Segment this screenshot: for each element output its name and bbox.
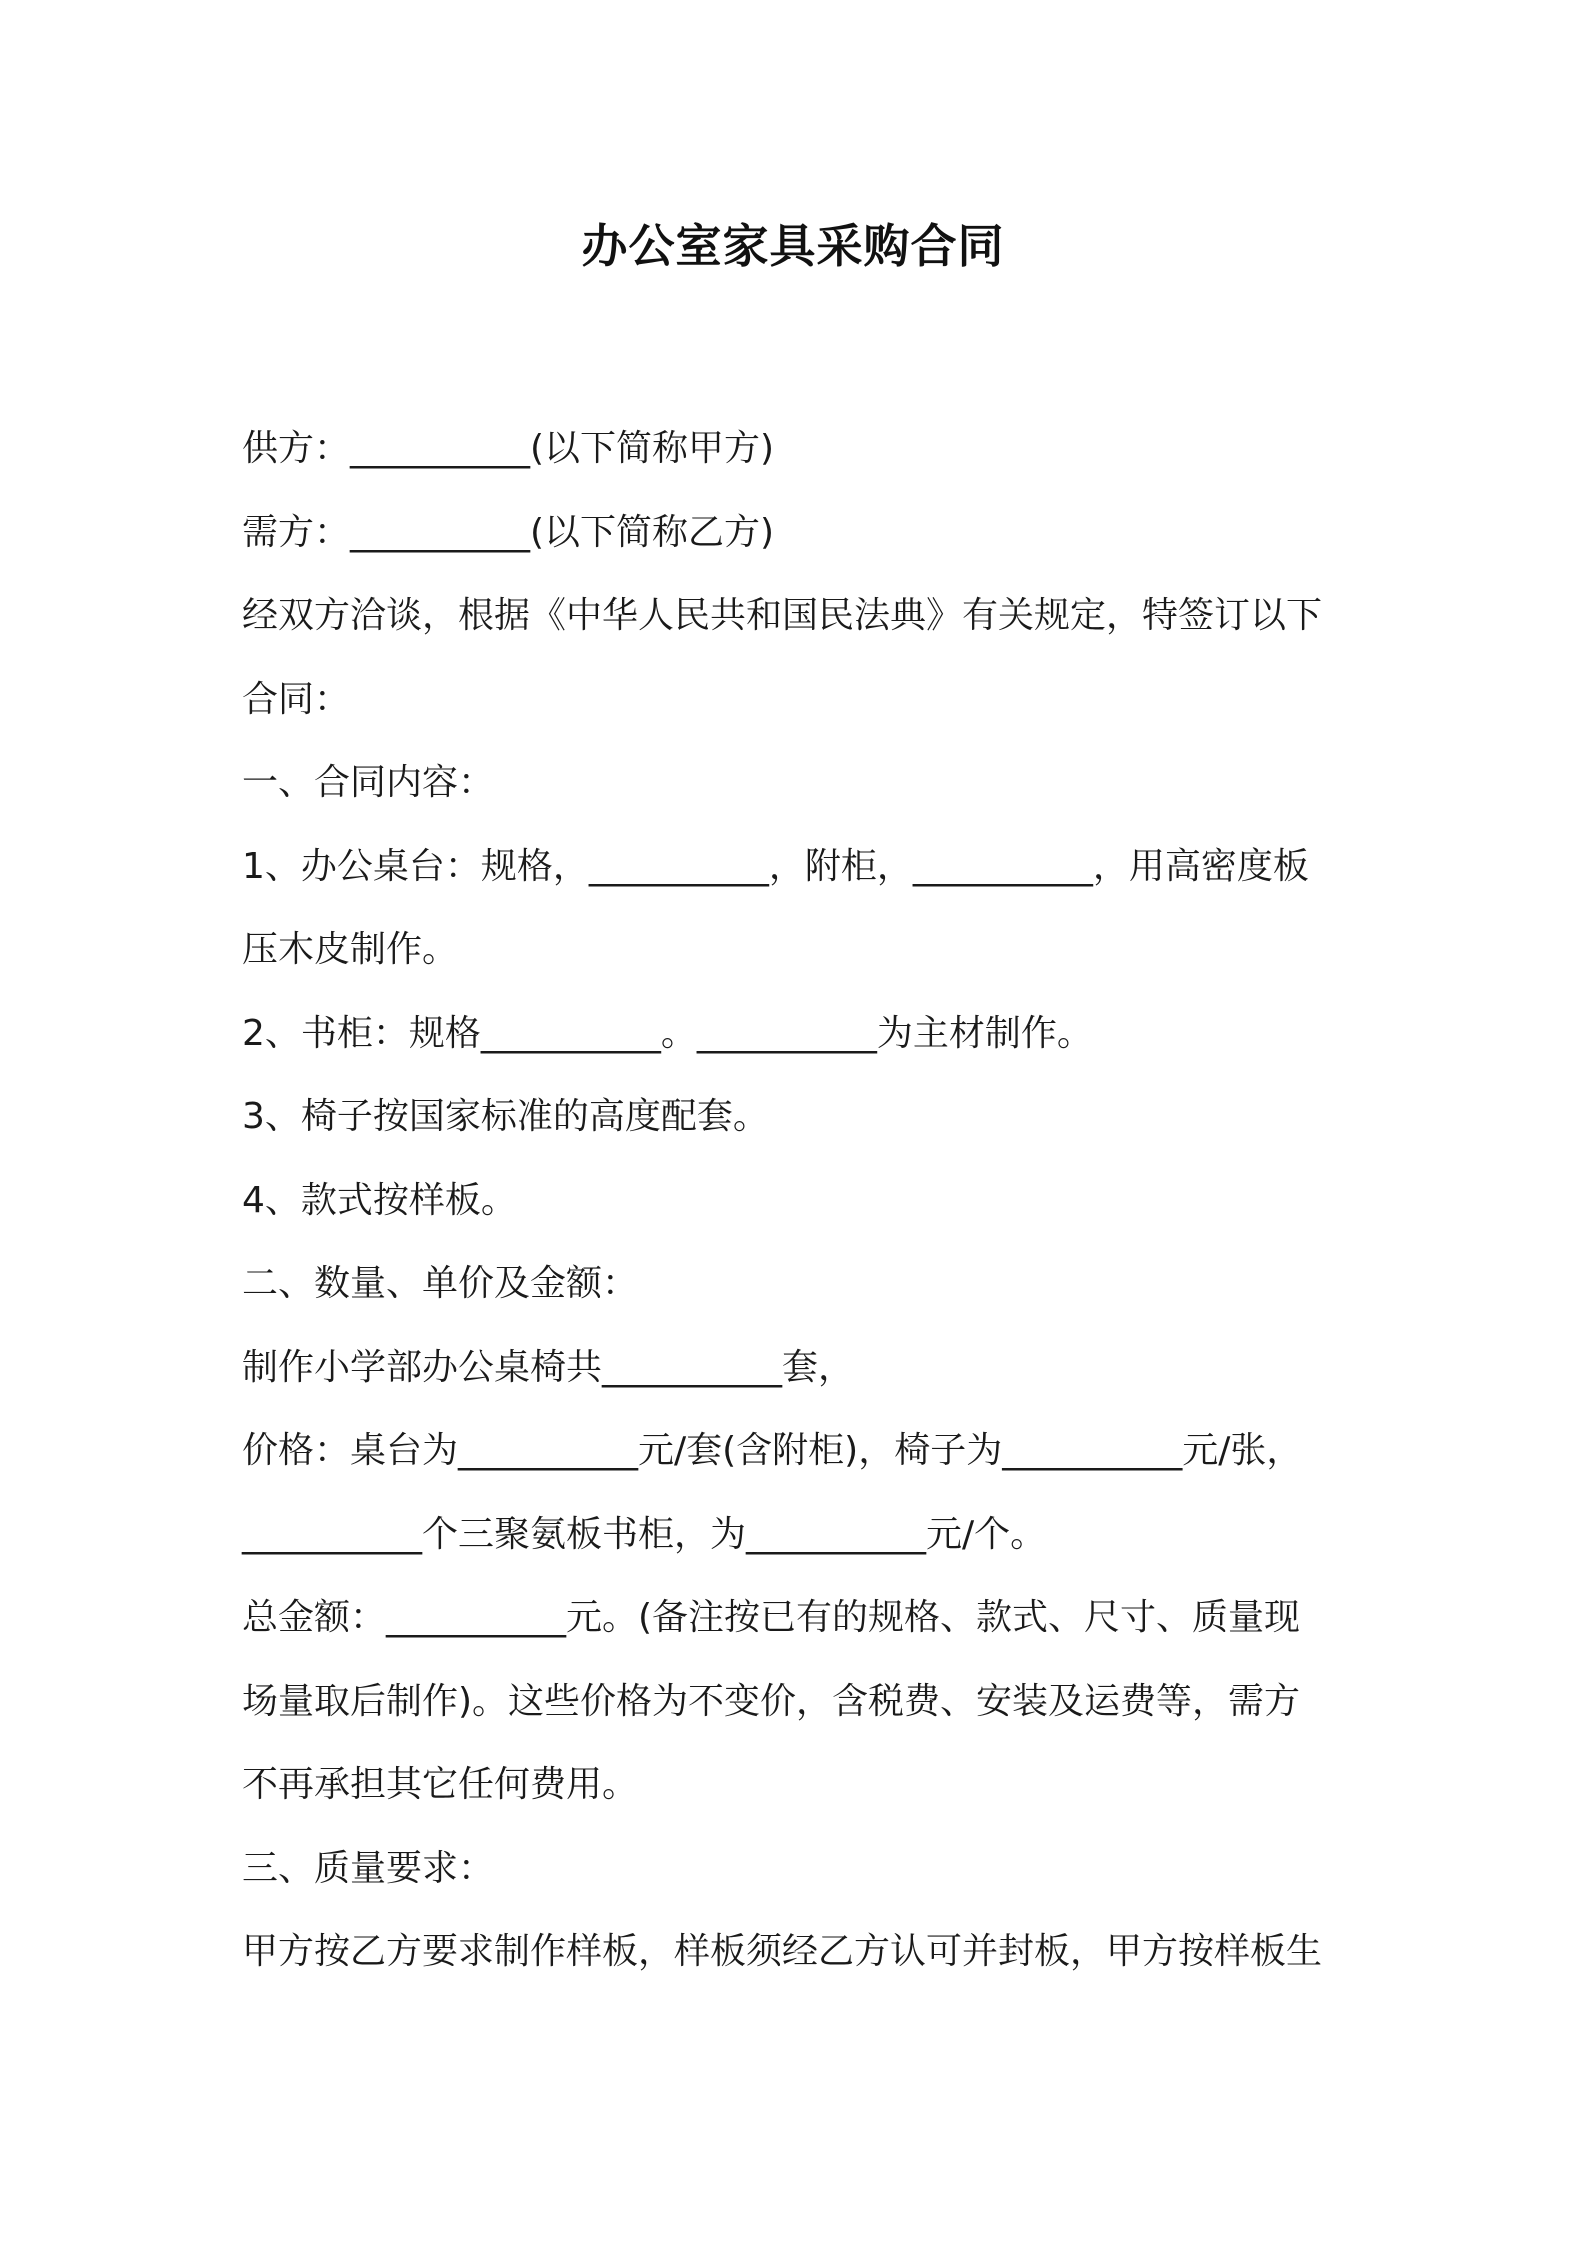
clause-desk-line-1: 1、办公桌台：规格，__________，附柜，__________，用高密度板 bbox=[242, 845, 1309, 887]
section-heading-quality: 三、质量要求： bbox=[242, 1847, 495, 1889]
price-line-1: 价格：桌台为__________元/套(含附柜)，椅子为__________元/张， bbox=[242, 1430, 1303, 1471]
clause-chair: 3、椅子按国家标准的高度配套。 bbox=[242, 1096, 769, 1137]
total-line-3: 不再承担其它任何费用。 bbox=[242, 1764, 639, 1805]
supplier-line: 供方：__________(以下简称甲方) bbox=[242, 428, 775, 469]
section-heading-quantity: 二、数量、单价及金额： bbox=[242, 1263, 639, 1304]
document-title: 办公室家具采购合同 bbox=[581, 219, 1005, 273]
document-body bbox=[242, 407, 1362, 1994]
total-line-1: 总金额：__________元。(备注按已有的规格、款式、尺寸、质量现 bbox=[242, 1597, 1301, 1638]
clause-desk-line-2: 压木皮制作。 bbox=[242, 929, 459, 970]
clause-style: 4、款式按样板。 bbox=[242, 1179, 517, 1221]
price-line-2: __________个三聚氨板书柜，为__________元/个。 bbox=[242, 1513, 1047, 1555]
section-heading-content: 一、合同内容： bbox=[242, 762, 495, 803]
preamble-line-1: 经双方洽谈，根据《中华人民共和国民法典》有关规定，特签订以下 bbox=[242, 595, 1323, 636]
total-line-2: 场量取后制作)。这些价格为不变价，含税费、安装及运费等，需方 bbox=[242, 1680, 1301, 1722]
clause-bookcase: 2、书柜：规格__________。__________为主材制作。 bbox=[242, 1012, 1093, 1054]
quality-line-1: 甲方按乙方要求制作样板，样板须经乙方认可并封板，甲方按样板生 bbox=[242, 1931, 1323, 1972]
buyer-line: 需方：__________(以下简称乙方) bbox=[242, 511, 775, 553]
preamble-line-2: 合同： bbox=[242, 678, 351, 720]
quantity-line: 制作小学部办公桌椅共__________套， bbox=[242, 1346, 855, 1388]
